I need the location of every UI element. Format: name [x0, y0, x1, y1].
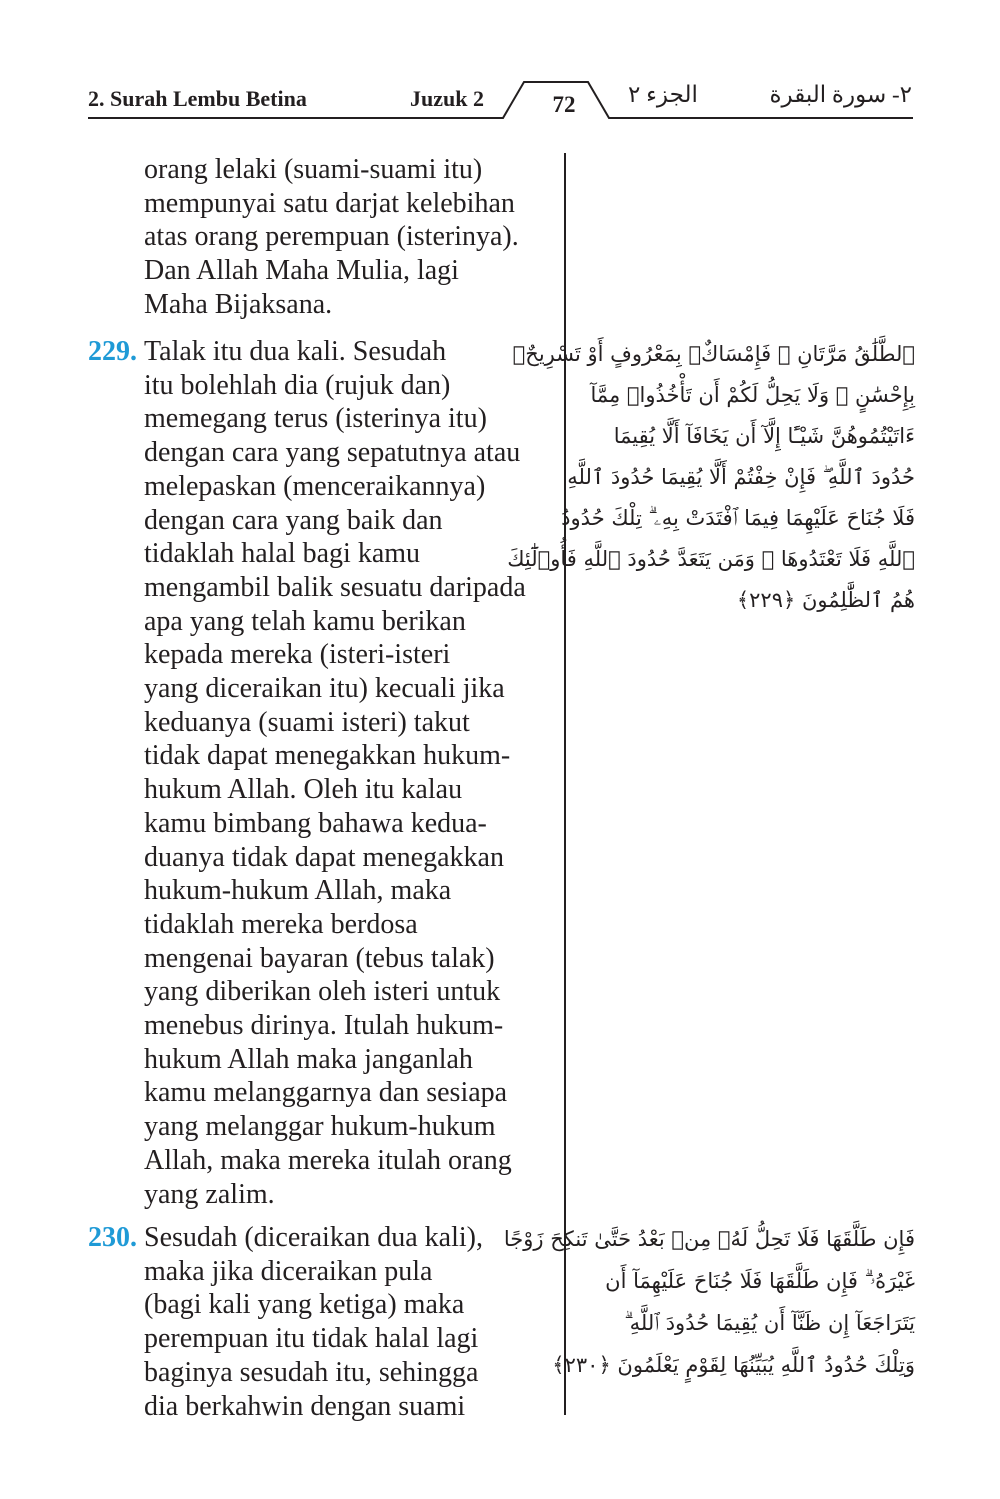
text-line: tidaklah mereka berdosa [144, 908, 418, 940]
text-line: mengenai bayaran (tebus talak) [144, 942, 495, 974]
text-line: maka jika diceraikan pula [144, 1255, 433, 1287]
surah-title-latin: 2. Surah Lembu Betina [88, 86, 307, 111]
juz-label-latin: Juzuk 2 [410, 86, 484, 111]
arabic-line: وَتِلْكَ حُدُودُ ٱللَّهِ يُبَيِّنُهَا لِقَوْمٍ يَعْلَمُونَ ﴿٢٣٠﴾ [552, 1353, 915, 1377]
arabic-line: بِإِحْسَٰنٍ ۗ وَلَا يَحِلُّ لَكُمْ أَن تَأْخُذُوا۟ مِمَّآ [590, 383, 915, 407]
arabic-line: غَيْرَهُۥ ۗ فَإِن طَلَّقَهَا فَلَا جُنَاحَ عَلَيْهِمَآ أَن [605, 1269, 915, 1293]
header-rule [0, 0, 1000, 130]
text-line: orang lelaki (suami-suami itu) [144, 154, 483, 185]
text-line: kamu melanggarnya dan sesiapa [144, 1077, 508, 1109]
text-line: yang diceraikan itu) kecuali jika [144, 673, 505, 705]
text-line: yang diberikan oleh isteri untuk [144, 976, 501, 1008]
page-number: 72 [552, 92, 576, 117]
arabic-line: ٱللَّهِ فَلَا تَعْتَدُوهَا ۚ وَمَن يَتَعَدَّ حُدُودَ ٱللَّهِ فَأُو۟لَٰٓئِكَ [507, 547, 915, 571]
text-line: hukum Allah. Oleh itu kalau [144, 774, 463, 806]
text-line: tidak dapat menegakkan hukum- [144, 740, 511, 772]
text-line: (bagi kali yang ketiga) maka [144, 1289, 465, 1321]
text-line: perempuan itu tidak halal lagi [144, 1323, 479, 1355]
text-line: apa yang telah kamu berikan [144, 605, 466, 637]
surah-title-arabic: ٢- سورة البقرة [769, 82, 912, 107]
text-line: memegang terus (isterinya itu) [144, 403, 487, 435]
text-line: tidaklah halal bagi kamu [144, 538, 421, 570]
arabic-line: يَتَرَاجَعَآ إِن ظَنَّآ أَن يُقِيمَا حُدُودَ ٱللَّهِ ۗ [624, 1311, 915, 1335]
text-line: mempunyai satu darjat kelebihan [144, 187, 515, 219]
text-line: dia berkahwin dengan suami [144, 1390, 466, 1422]
arabic-line: ٱلطَّلَٰقُ مَرَّتَانِ ۖ فَإِمْسَاكٌۢ بِمَعْرُوفٍ أَوْ تَسْرِيحٌۢ [512, 342, 915, 366]
text-line: menebus dirinya. Itulah hukum- [144, 1010, 504, 1042]
text-line: baginya sesudah itu, sehingga [144, 1356, 479, 1388]
text-line: Dan Allah Maha Mulia, lagi [144, 255, 459, 287]
continuation-text [144, 153, 562, 322]
verse-229-translation [144, 335, 562, 1211]
text-line: itu bolehlah dia (rujuk dan) [144, 369, 451, 401]
arabic-line: فَإِن طَلَّقَهَا فَلَا تَحِلُّ لَهُۥ مِنۢ بَعْدُ حَتَّىٰ تَنكِحَ زَوْجًا [503, 1227, 915, 1251]
text-line: kepada mereka (isteri-isteri [144, 639, 451, 671]
text-line: atas orang perempuan (isterinya). [144, 221, 519, 253]
text-line: melepaskan (menceraikannya) [144, 470, 486, 502]
verse-230-arabic [503, 1218, 915, 1386]
text-line: Maha Bijaksana. [144, 288, 333, 320]
text-line: kamu bimbang bahawa kedua- [144, 807, 487, 839]
verse-number-229: 229. [88, 336, 137, 367]
text-line: dengan cara yang baik dan [144, 504, 443, 536]
text-line: Allah, maka mereka itulah orang [144, 1144, 512, 1176]
text-line: Talak itu dua kali. Sesudah [144, 336, 447, 367]
text-line: Sesudah (diceraikan dua kali), [144, 1222, 483, 1253]
arabic-line: ءَاتَيْتُمُوهُنَّ شَيْـًٔا إِلَّآ أَن يَخَافَآ أَلَّا يُقِيمَا [613, 424, 915, 448]
verse-229-arabic [507, 334, 915, 621]
text-line: yang zalim. [144, 1178, 275, 1210]
arabic-line: حُدُودَ ٱللَّهِ ۖ فَإِنْ خِفْتُمْ أَلَّا يُقِيمَا حُدُودَ ٱللَّهِ [567, 465, 915, 489]
text-line: yang melanggar hukum-hukum [144, 1111, 496, 1143]
text-line: hukum-hukum Allah, maka [144, 875, 452, 907]
arabic-line: هُمُ ٱلظَّٰلِمُونَ ﴿٢٢٩﴾ [736, 588, 915, 612]
text-line: duanya tidak dapat menegakkan [144, 841, 504, 873]
verse-230-translation [144, 1221, 562, 1423]
text-line: mengambil balik sesuatu daripada [144, 571, 526, 603]
page-header [0, 0, 1000, 130]
arabic-line: فَلَا جُنَاحَ عَلَيْهِمَا فِيمَا ٱفْتَدَتْ بِهِۦ ۗ تِلْكَ حُدُودُ [561, 506, 915, 530]
text-line: hukum Allah maka janganlah [144, 1043, 473, 1075]
juz-label-arabic: الجزء ٢ [628, 82, 698, 107]
text-line: dengan cara yang sepatutnya atau [144, 437, 521, 469]
text-line: keduanya (suami isteri) takut [144, 706, 470, 738]
verse-number-230: 230. [88, 1222, 137, 1253]
